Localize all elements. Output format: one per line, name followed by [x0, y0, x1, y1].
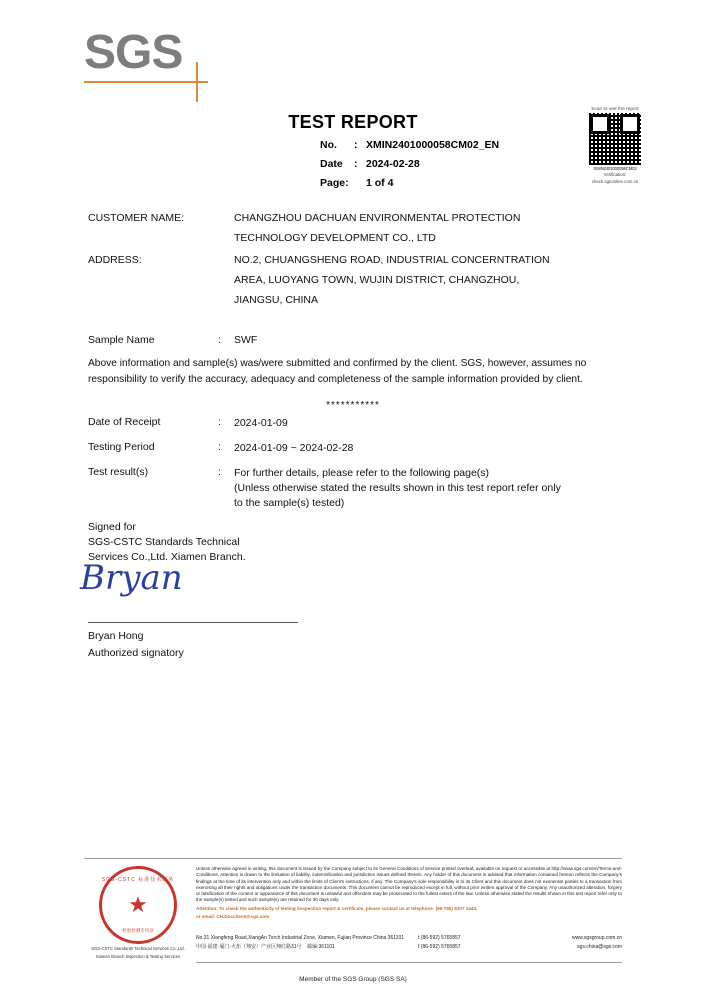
sgs-logo-text: SGS	[84, 26, 183, 79]
report-date-value: 2024-02-28	[366, 158, 420, 170]
test-results-line2: (Unless otherwise stated the results shown in this test report refer only	[234, 482, 561, 494]
stamp-bottom-text: 检验检测专用章	[122, 928, 154, 933]
report-page-value: 1 of 4	[366, 177, 394, 189]
report-no-value: XMIN2401000058CM02_EN	[366, 139, 500, 151]
footer-tel-en	[418, 934, 522, 943]
sample-name-colon: :	[218, 334, 221, 346]
footer-zip-cn: 邮编:361101	[307, 944, 335, 950]
stamp-caption-line1: SGS-CSTC Standards Technical Services Co.,Ltd.	[91, 946, 185, 951]
disclaimer-text: Above information and sample(s) was/were submitted and confirmed by the client. SGS, however, assumes no responsibility to verify the accuracy, adequacy and completeness of the sample information provided by client.	[88, 358, 587, 385]
customer-name-label: CUSTOMER NAME:	[88, 212, 185, 224]
signatory-role: Authorized signatory	[88, 647, 184, 659]
footer-address	[196, 934, 622, 952]
signature-company-line1: SGS-CSTC Standards Technical	[88, 536, 240, 548]
qr-verify-label: Verification:	[603, 172, 627, 177]
signed-for-label: Signed for	[88, 521, 136, 533]
test-results-line3: to the sample(s) tested)	[234, 497, 345, 509]
report-date-colon: :	[354, 158, 358, 170]
testing-period-value: 2024-01-09 ~ 2024-02-28	[234, 442, 354, 454]
footer-address-cn-row	[196, 943, 622, 952]
report-no-label: No.	[320, 139, 337, 151]
testing-period-row	[88, 441, 628, 456]
stamp-circle-icon	[99, 866, 177, 944]
footer-attention-line1: Attention: To check the authenticity of testing /inspection report & certificate, please contact us at telephone: (86-755) 8307 1443,	[196, 905, 478, 911]
company-stamp	[84, 866, 192, 960]
qr-block	[578, 106, 652, 185]
stamp-top-text: SGS-CSTC 标准技术服务	[101, 877, 175, 883]
customer-block	[88, 208, 628, 312]
signatory-info	[88, 628, 184, 662]
section-separator: ***********	[326, 400, 380, 411]
footer-tel-cn	[418, 943, 522, 952]
footer-address-en-row	[196, 934, 622, 943]
test-results-colon: :	[218, 466, 221, 478]
test-results-row	[88, 466, 628, 511]
qr-verify-url[interactable]: check.sgsonline.com.cn	[591, 179, 639, 184]
footer-web-en[interactable]: www.sgsgroup.com.cn	[571, 935, 622, 941]
footer-divider-bottom	[196, 962, 622, 963]
date-of-receipt-label: Date of Receipt	[88, 416, 161, 428]
testing-period-label: Testing Period	[88, 441, 155, 453]
signatory-name: Bryan Hong	[88, 630, 144, 642]
customer-name-line2: TECHNOLOGY DEVELOPMENT CO., LTD	[234, 232, 436, 244]
customer-name-value	[234, 208, 628, 248]
qr-code-icon[interactable]	[589, 113, 641, 165]
test-results-label: Test result(s)	[88, 466, 149, 478]
report-page-spacer	[354, 174, 366, 193]
test-results-line1: For further details, please refer to the following page(s)	[234, 467, 490, 479]
qr-caption: Scan to see the report	[591, 106, 639, 111]
handwritten-signature: Bryan	[80, 558, 183, 598]
report-no-colon: :	[354, 139, 358, 151]
customer-address-value	[234, 250, 628, 310]
sgs-logo	[84, 28, 208, 90]
report-no-row	[320, 136, 580, 155]
customer-address-label: ADDRESS:	[88, 254, 142, 266]
footer-attention-line2[interactable]: or email: CN.Doccheck@sgs.com	[196, 914, 270, 920]
report-page-label: Page:	[320, 177, 349, 189]
footer-tel-cn-value: (86-592) 5765857	[420, 944, 461, 950]
qr-code-label: XMIN2401000058CM02	[593, 166, 637, 171]
star-icon: ★	[128, 892, 148, 917]
footer-email-cn[interactable]: sgs.china@sgs.com	[577, 944, 622, 950]
date-of-receipt-row	[88, 416, 628, 431]
sample-name-value: SWF	[234, 334, 258, 346]
fax-icon: f	[418, 944, 420, 950]
sample-name-label: Sample Name	[88, 334, 155, 346]
customer-address-line2: AREA, LUOYANG TOWN, WUJIN DISTRICT, CHANGZHOU,	[234, 274, 520, 286]
report-meta	[320, 136, 580, 193]
footer-member-text: Member of the SGS Group (SGS SA)	[299, 976, 407, 983]
footer-divider-top	[84, 858, 622, 859]
customer-name-line1: CHANGZHOU DACHUAN ENVIRONMENTAL PROTECTION	[234, 212, 521, 224]
signature-company-line2: Services Co.,Ltd. Xiamen Branch.	[88, 551, 246, 563]
footer-terms	[196, 866, 622, 920]
stamp-caption-line2: Xiamen Branch Inspection & Testing Services	[95, 954, 181, 959]
footer-address-cn-text: 中国·福建·厦门·火炬（翔安）产业区翔红路31号	[196, 944, 302, 950]
customer-address-row	[88, 250, 628, 310]
report-page-row	[320, 174, 580, 193]
page-title: TEST REPORT	[288, 112, 418, 132]
customer-address-line1: NO.2, CHUANGSHENG ROAD, INDUSTRIAL CONCERNTRATION	[234, 254, 550, 266]
footer-tel-en-value: (86-592) 5765857	[420, 935, 461, 941]
footer-terms-text: Unless otherwise agreed in writing, this document is issued by the Company subject to its General Conditions of Service printed overleaf, available on request or accessible at http://www.sgs.com/en/Terms-and-Conditions. Attention is drawn to the limitation of liability, indemnification and jurisdiction issues defined therein. Any holder of this document is advised that information contained hereon reflects the Company's findings at the time of its intervention only and within the limits of Client's instructions, if any. The Company's sole responsibility is to its Client and this document does not exonerate parties to a transaction from exercising all their rights and obligations under the transaction documents. This document cannot be reproduced except in full, without prior written approval of the Company. Any unauthorized alteration, forgery or falsification of the content or appearance of this document is unlawful and offenders may be prosecuted to the fullest extent of the law. Unless otherwise stated the results shown in this test report refer only to the sample(s) tested and such sample(s) are retained for 30 days only.	[196, 866, 622, 903]
detail-block	[88, 416, 628, 521]
testing-period-colon: :	[218, 441, 221, 453]
test-results-value	[234, 466, 628, 511]
date-of-receipt-value: 2024-01-09	[234, 417, 288, 429]
customer-name-row	[88, 208, 628, 248]
date-of-receipt-colon: :	[218, 416, 221, 428]
customer-address-line3: JIANGSU, CHINA	[234, 294, 319, 306]
sgs-logo-bar	[84, 81, 208, 83]
sample-name-row	[88, 334, 628, 346]
footer-address-en: No.31 Xiangfeng Road,XiangAn Torch Industrial Zone, Xiamen, Fujian Province China 361101	[196, 935, 405, 941]
report-date-row	[320, 155, 580, 174]
tel-icon: t	[418, 935, 420, 941]
footer-address-cn	[196, 943, 418, 952]
report-date-label: Date	[320, 158, 343, 170]
sgs-logo-tick	[196, 62, 198, 102]
signature-rule	[88, 622, 298, 623]
